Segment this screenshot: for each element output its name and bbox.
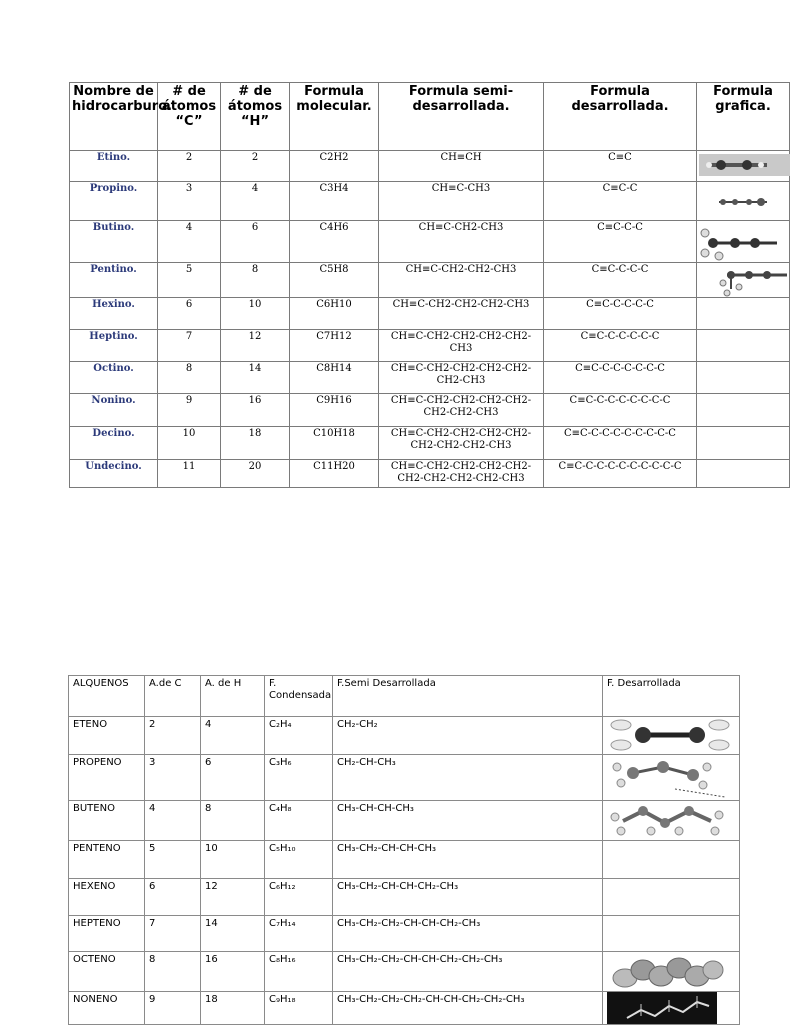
semi-developed-formula: CH₃-CH₂-CH-CH-CH₃: [333, 841, 603, 879]
semi-developed-formula: CH₃-CH₂-CH₂-CH₂-CH-CH-CH₂-CH₂-CH₃: [333, 992, 603, 1025]
molecular-formula: C10H18: [290, 427, 379, 460]
table-row: [70, 394, 790, 427]
developed-formula: C≡C-C: [544, 182, 697, 221]
condensed-formula: C₇H₁₄: [265, 916, 333, 952]
condensed-formula: C₈H₁₆: [265, 952, 333, 992]
semi-developed-formula: CH≡C-CH2-CH2-CH2-CH2-CH2-CH2-CH2-CH3: [379, 427, 544, 460]
table-header-row: [70, 83, 790, 151]
hydrogen-count: 18: [221, 427, 290, 460]
table-row: [69, 992, 740, 1025]
semi-developed-formula: CH₃-CH₂-CH₂-CH-CH-CH₂-CH₃: [333, 916, 603, 952]
semi-developed-formula: CH₃-CH-CH-CH₃: [333, 801, 603, 841]
table-row: [70, 151, 790, 182]
graphic-formula: [697, 427, 790, 460]
carbon-count: 10: [158, 427, 221, 460]
hydrogen-count: 8: [221, 263, 290, 298]
carbon-count: 2: [145, 717, 201, 755]
developed-formula: [603, 717, 740, 755]
hydrogen-count: 6: [201, 755, 265, 801]
column-header: Formula grafica.: [697, 83, 790, 151]
developed-formula: C≡C-C-C-C-C-C-C-C-C: [544, 427, 697, 460]
alkene-name: PROPENO: [69, 755, 145, 801]
table-row: [70, 330, 790, 362]
carbon-count: 5: [145, 841, 201, 879]
alkene-name: HEXENO: [69, 879, 145, 916]
table-row: [70, 182, 790, 221]
column-header: Formula molecular.: [290, 83, 379, 151]
carbon-count: 8: [145, 952, 201, 992]
hydrogen-count: 16: [201, 952, 265, 992]
carbon-count: 6: [145, 879, 201, 916]
hydrocarbon-name: Propino.: [70, 182, 158, 221]
semi-developed-formula: CH≡C-CH2-CH2-CH2-CH2-CH3: [379, 330, 544, 362]
carbon-count: 6: [158, 298, 221, 330]
hydrogen-count: 12: [201, 879, 265, 916]
semi-developed-formula: CH≡CH: [379, 151, 544, 182]
table-row: [70, 460, 790, 488]
graphic-formula: [697, 394, 790, 427]
graphic-formula: [697, 221, 790, 263]
molecular-formula: C4H6: [290, 221, 379, 263]
column-header: A.de C: [145, 676, 201, 717]
hydrogen-count: 10: [221, 298, 290, 330]
molecule-model-image: [603, 717, 739, 753]
table-row: [69, 717, 740, 755]
carbon-count: 9: [158, 394, 221, 427]
column-header: Formula desarrollada.: [544, 83, 697, 151]
semi-developed-formula: CH≡C-CH2-CH3: [379, 221, 544, 263]
semi-developed-formula: CH≡C-CH2-CH2-CH2-CH2-CH2-CH2-CH3: [379, 394, 544, 427]
developed-formula: [603, 879, 740, 916]
carbon-count: 9: [145, 992, 201, 1025]
condensed-formula: C₅H₁₀: [265, 841, 333, 879]
alkene-table: [68, 675, 740, 1025]
graphic-formula: [697, 460, 790, 488]
hydrocarbon-name: Nonino.: [70, 394, 158, 427]
developed-formula: [603, 801, 740, 841]
column-header: # de átomos “C”: [158, 83, 221, 151]
condensed-formula: C₂H₄: [265, 717, 333, 755]
molecular-formula: C11H20: [290, 460, 379, 488]
semi-developed-formula: CH≡C-CH2-CH2-CH2-CH3: [379, 298, 544, 330]
graphic-formula: [697, 182, 790, 221]
semi-developed-formula: CH≡C-CH3: [379, 182, 544, 221]
developed-formula: C≡C-C-C-C-C-C: [544, 330, 697, 362]
molecule-model-image: [697, 221, 790, 261]
table-row: [70, 362, 790, 394]
table-row: [70, 298, 790, 330]
developed-formula: [603, 916, 740, 952]
semi-developed-formula: CH₂-CH-CH₃: [333, 755, 603, 801]
developed-formula: C≡C-C-C-C-C-C-C-C: [544, 394, 697, 427]
molecular-formula: C6H10: [290, 298, 379, 330]
hydrogen-count: 20: [221, 460, 290, 488]
hydrocarbon-name: Undecino.: [70, 460, 158, 488]
developed-formula: [603, 841, 740, 879]
developed-formula: C≡C-C-C-C: [544, 263, 697, 298]
molecular-formula: C5H8: [290, 263, 379, 298]
table-row: [69, 801, 740, 841]
semi-developed-formula: CH₃-CH₂-CH₂-CH-CH-CH₂-CH₂-CH₃: [333, 952, 603, 992]
column-header: # de átomos “H”: [221, 83, 290, 151]
table-row: [69, 916, 740, 952]
molecule-model-image: [603, 992, 739, 1024]
column-header: A. de H: [201, 676, 265, 717]
hydrogen-count: 4: [221, 182, 290, 221]
developed-formula: C≡C-C-C-C-C: [544, 298, 697, 330]
semi-developed-formula: CH≡C-CH2-CH2-CH2-CH2-CH2-CH2-CH2-CH2-CH3: [379, 460, 544, 488]
molecular-formula: C7H12: [290, 330, 379, 362]
molecule-model-image: [603, 801, 739, 839]
hydrocarbon-name: Pentino.: [70, 263, 158, 298]
developed-formula: [603, 952, 740, 992]
developed-formula: C≡C-C-C-C-C-C-C: [544, 362, 697, 394]
table-row: [70, 263, 790, 298]
graphic-formula: [697, 362, 790, 394]
carbon-count: 2: [158, 151, 221, 182]
molecule-model-image: [697, 151, 790, 179]
alkyne-table: [69, 82, 790, 488]
carbon-count: 5: [158, 263, 221, 298]
hydrocarbon-name: Heptino.: [70, 330, 158, 362]
condensed-formula: C₆H₁₂: [265, 879, 333, 916]
molecule-model-image: [603, 952, 739, 990]
hydrocarbon-name: Etino.: [70, 151, 158, 182]
table-row: [70, 221, 790, 263]
table-row: [69, 755, 740, 801]
molecule-model-image: [697, 263, 790, 297]
hydrogen-count: 4: [201, 717, 265, 755]
table-row: [70, 427, 790, 460]
condensed-formula: C₄H₈: [265, 801, 333, 841]
molecular-formula: C8H14: [290, 362, 379, 394]
carbon-count: 7: [145, 916, 201, 952]
hydrogen-count: 2: [221, 151, 290, 182]
molecular-formula: C3H4: [290, 182, 379, 221]
graphic-formula: [697, 330, 790, 362]
developed-formula: [603, 992, 740, 1025]
carbon-count: 7: [158, 330, 221, 362]
developed-formula: [603, 755, 740, 801]
semi-developed-formula: CH≡C-CH2-CH2-CH2-CH2-CH2-CH3: [379, 362, 544, 394]
hydrogen-count: 12: [221, 330, 290, 362]
column-header: F.Semi Desarrollada: [333, 676, 603, 717]
carbon-count: 8: [158, 362, 221, 394]
molecule-model-image: [697, 182, 790, 218]
alkene-name: PENTENO: [69, 841, 145, 879]
column-header: Nombre de hidrocarburo.: [70, 83, 158, 151]
hydrogen-count: 14: [201, 916, 265, 952]
carbon-count: 4: [145, 801, 201, 841]
developed-formula: C≡C-C-C: [544, 221, 697, 263]
alkene-name: ETENO: [69, 717, 145, 755]
hydrogen-count: 14: [221, 362, 290, 394]
condensed-formula: C₉H₁₈: [265, 992, 333, 1025]
table-row: [69, 952, 740, 992]
column-header: F. Condensada: [265, 676, 333, 717]
column-header: F. Desarrollada: [603, 676, 740, 717]
graphic-formula: [697, 298, 790, 330]
molecular-formula: C9H16: [290, 394, 379, 427]
developed-formula: C≡C-C-C-C-C-C-C-C-C-C: [544, 460, 697, 488]
molecule-model-image: [603, 755, 739, 799]
carbon-count: 4: [158, 221, 221, 263]
table-row: [69, 841, 740, 879]
graphic-formula: [697, 263, 790, 298]
carbon-count: 3: [158, 182, 221, 221]
hydrogen-count: 18: [201, 992, 265, 1025]
hydrocarbon-name: Octino.: [70, 362, 158, 394]
hydrocarbon-name: Decino.: [70, 427, 158, 460]
alkene-name: BUTENO: [69, 801, 145, 841]
column-header: ALQUENOS: [69, 676, 145, 717]
hydrogen-count: 16: [221, 394, 290, 427]
hydrocarbon-name: Hexino.: [70, 298, 158, 330]
carbon-count: 3: [145, 755, 201, 801]
hydrocarbon-name: Butino.: [70, 221, 158, 263]
semi-developed-formula: CH₂-CH₂: [333, 717, 603, 755]
column-header: Formula semi-desarrollada.: [379, 83, 544, 151]
carbon-count: 11: [158, 460, 221, 488]
alkene-name: HEPTENO: [69, 916, 145, 952]
hydrogen-count: 6: [221, 221, 290, 263]
graphic-formula: [697, 151, 790, 182]
hydrogen-count: 8: [201, 801, 265, 841]
table-row: [69, 879, 740, 916]
condensed-formula: C₃H₆: [265, 755, 333, 801]
developed-formula: C≡C: [544, 151, 697, 182]
semi-developed-formula: CH₃-CH₂-CH-CH-CH₂-CH₃: [333, 879, 603, 916]
molecular-formula: C2H2: [290, 151, 379, 182]
hydrogen-count: 10: [201, 841, 265, 879]
alkene-name: NONENO: [69, 992, 145, 1025]
semi-developed-formula: CH≡C-CH2-CH2-CH3: [379, 263, 544, 298]
alkene-name: OCTENO: [69, 952, 145, 992]
table-header-row: [69, 676, 740, 717]
